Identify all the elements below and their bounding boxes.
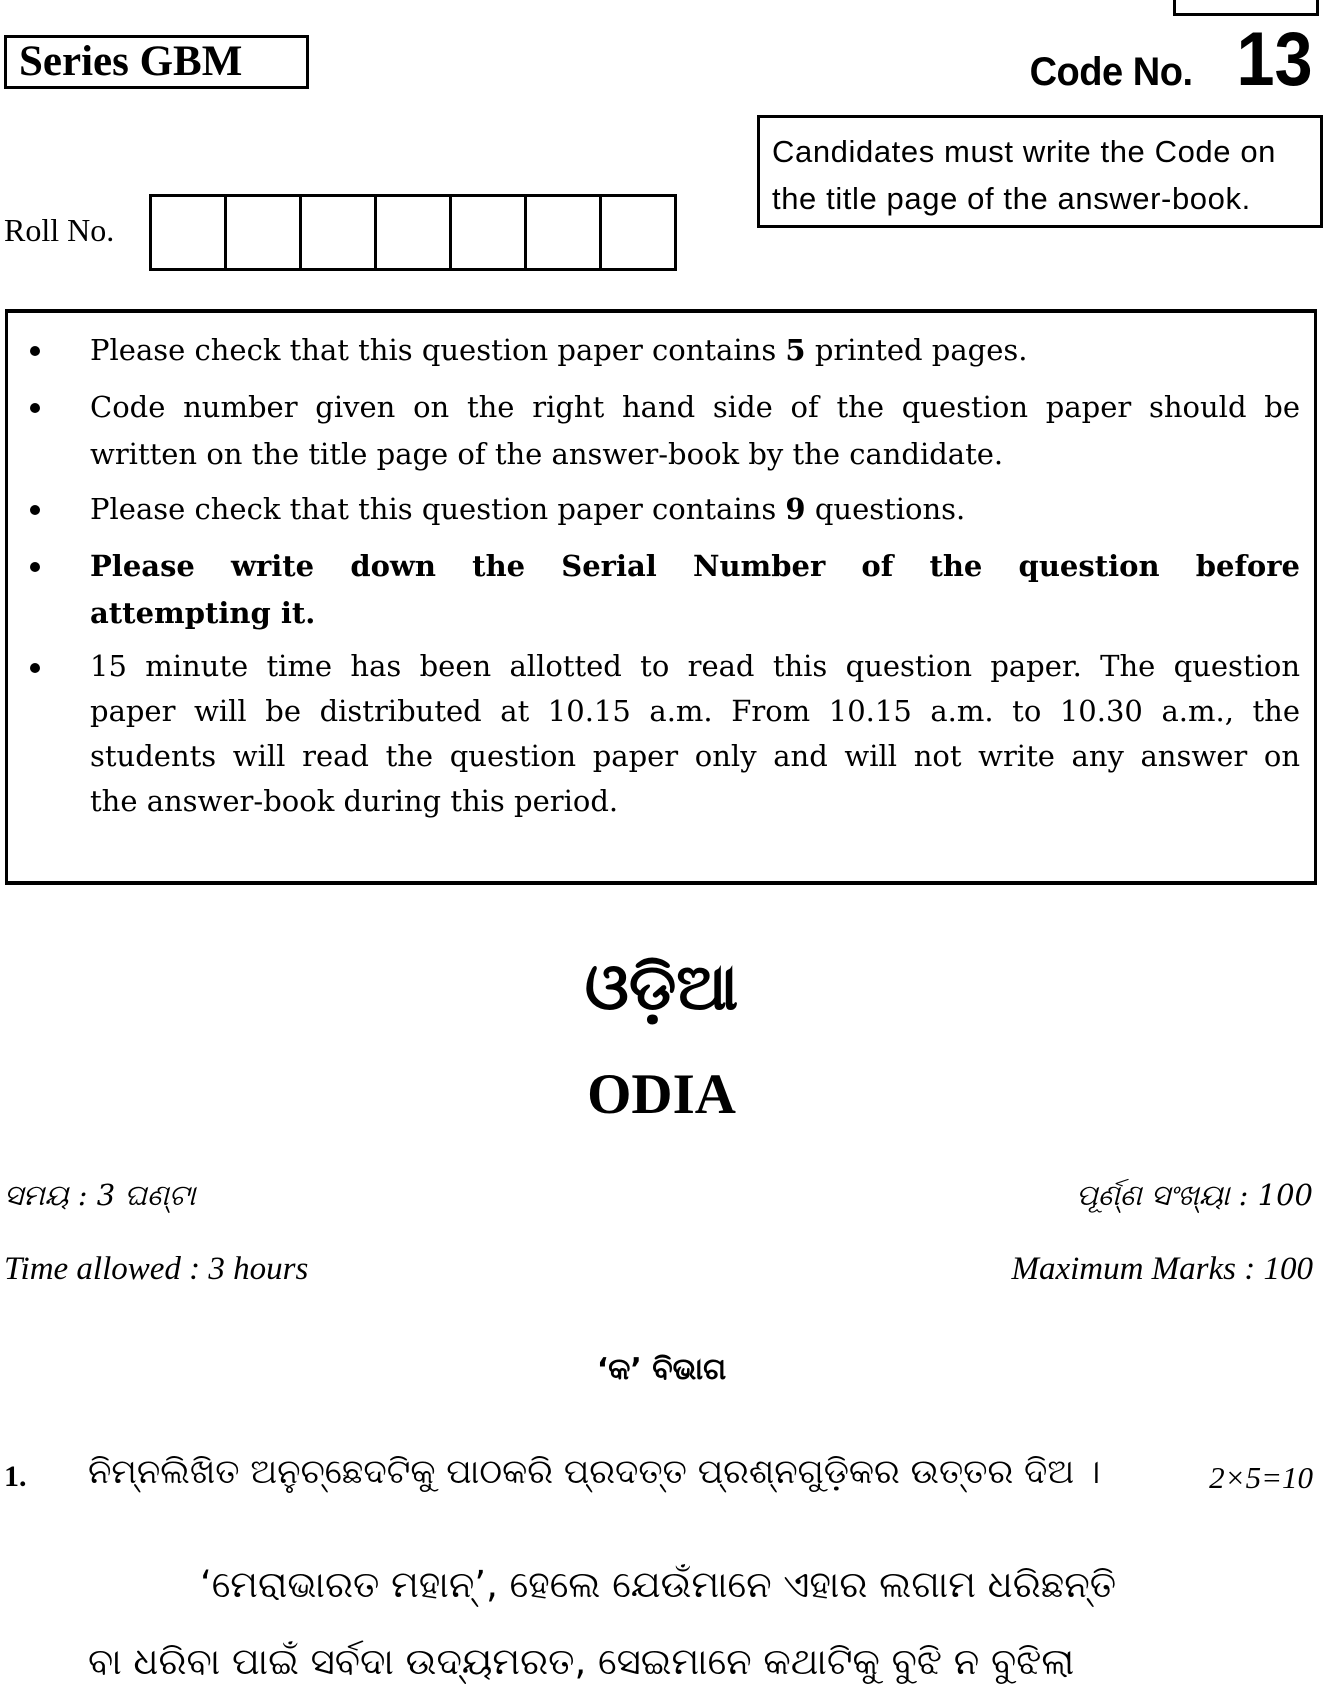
code-value: 13 <box>1236 17 1313 102</box>
subject-title-odia: ଓଡ଼ିଆ <box>584 951 739 1025</box>
roll-number-grid <box>149 194 677 271</box>
roll-number-label: Roll No. <box>4 212 115 248</box>
instruction-line: the answer-book during this period. <box>90 784 619 818</box>
instruction-item <box>90 644 1300 824</box>
section-heading: ‘କ’ ବିଭାଗ <box>596 1352 727 1387</box>
question-text: ନିମ୍ନଲିଖିତ ଅନୁଚ୍ଛେଦଟିକୁ ପାଠକରି ପ୍ରଦତ୍ତ ପ୍ରଶ୍ନଗୁଡ଼ିକର ଉତ୍ତର ଦିଅ । <box>88 1452 1101 1492</box>
code-instruction-box <box>757 115 1323 228</box>
code-note-line: the title page of the answer-book. <box>772 181 1251 216</box>
subject-title-english: ODIA <box>587 1063 736 1126</box>
roll-number-cell[interactable] <box>602 197 677 268</box>
question-marks: 2×5=10 <box>1209 1460 1313 1495</box>
corner-box <box>1173 0 1319 16</box>
bullet-icon <box>30 346 40 356</box>
time-allowed-english: Time allowed : 3 hours <box>4 1251 309 1287</box>
bullet-icon <box>30 403 40 413</box>
question-count: 9 <box>785 492 806 526</box>
maximum-marks-odia: ପୂର୍ଣ୍ଣ ସଂଖ୍ୟା : 100 <box>1076 1178 1313 1212</box>
instruction-item-bold <box>90 543 1300 637</box>
instruction-line: Please write down the Serial Number of the question before <box>90 549 1300 583</box>
instruction-text: Please check that this question paper contains <box>90 492 786 526</box>
time-allowed-odia: ସମୟ : 3 ଘଣ୍ଟା <box>4 1178 196 1212</box>
bullet-icon <box>30 663 40 673</box>
code-note-line: Candidates must write the Code on <box>772 134 1277 169</box>
instruction-text: questions. <box>805 492 966 526</box>
instruction-item <box>90 384 1300 478</box>
instruction-line: attempting it. <box>90 596 316 630</box>
instruction-line: 15 minute time has been allotted to read this question paper. The question <box>90 649 1300 683</box>
roll-number-cell[interactable] <box>227 197 302 268</box>
instruction-text: Please check that this question paper contains <box>90 333 786 367</box>
roll-number-cell[interactable] <box>302 197 377 268</box>
instructions-box <box>5 309 1317 885</box>
question-number: 1. <box>4 1460 27 1493</box>
instruction-line: students will read the question paper only and will not write any answer on <box>90 739 1300 773</box>
instruction-text: printed pages. <box>805 333 1028 367</box>
instruction-item <box>90 486 1300 533</box>
roll-number-cell[interactable] <box>527 197 602 268</box>
instruction-item <box>90 327 1300 374</box>
roll-number-cell[interactable] <box>377 197 452 268</box>
instruction-line: written on the title page of the answer-book by the candidate. <box>90 437 1004 471</box>
passage-line: ବା ଧରିବା ପାଇଁ ସର୍ବଦା ଉଦ୍ୟମରତ, ସେଇମାନେ କଥାଟିକୁ ବୁଝି ନ ବୁଝିଲା <box>88 1640 1075 1683</box>
instruction-line: paper will be distributed at 10.15 a.m. From 10.15 a.m. to 10.30 a.m., the <box>90 694 1300 728</box>
roll-number-cell[interactable] <box>452 197 527 268</box>
page-count: 5 <box>785 333 806 367</box>
passage-line: ‘ମେରାଭାରତ ମହାନ୍’, ହେଲେ ଯେଉଁମାନେ ଏହାର ଲଗାମ ଧରିଛନ୍ତି <box>200 1563 1117 1606</box>
code-number <box>1021 17 1313 102</box>
code-label: Code No. <box>1029 50 1193 94</box>
roll-number-cell[interactable] <box>152 197 227 268</box>
bullet-icon <box>30 505 40 515</box>
instruction-line: Code number given on the right hand side of the question paper should be <box>90 390 1300 424</box>
maximum-marks-english: Maximum Marks : 100 <box>1011 1251 1313 1287</box>
bullet-icon <box>30 562 40 572</box>
series-label: Series GBM <box>4 35 309 89</box>
